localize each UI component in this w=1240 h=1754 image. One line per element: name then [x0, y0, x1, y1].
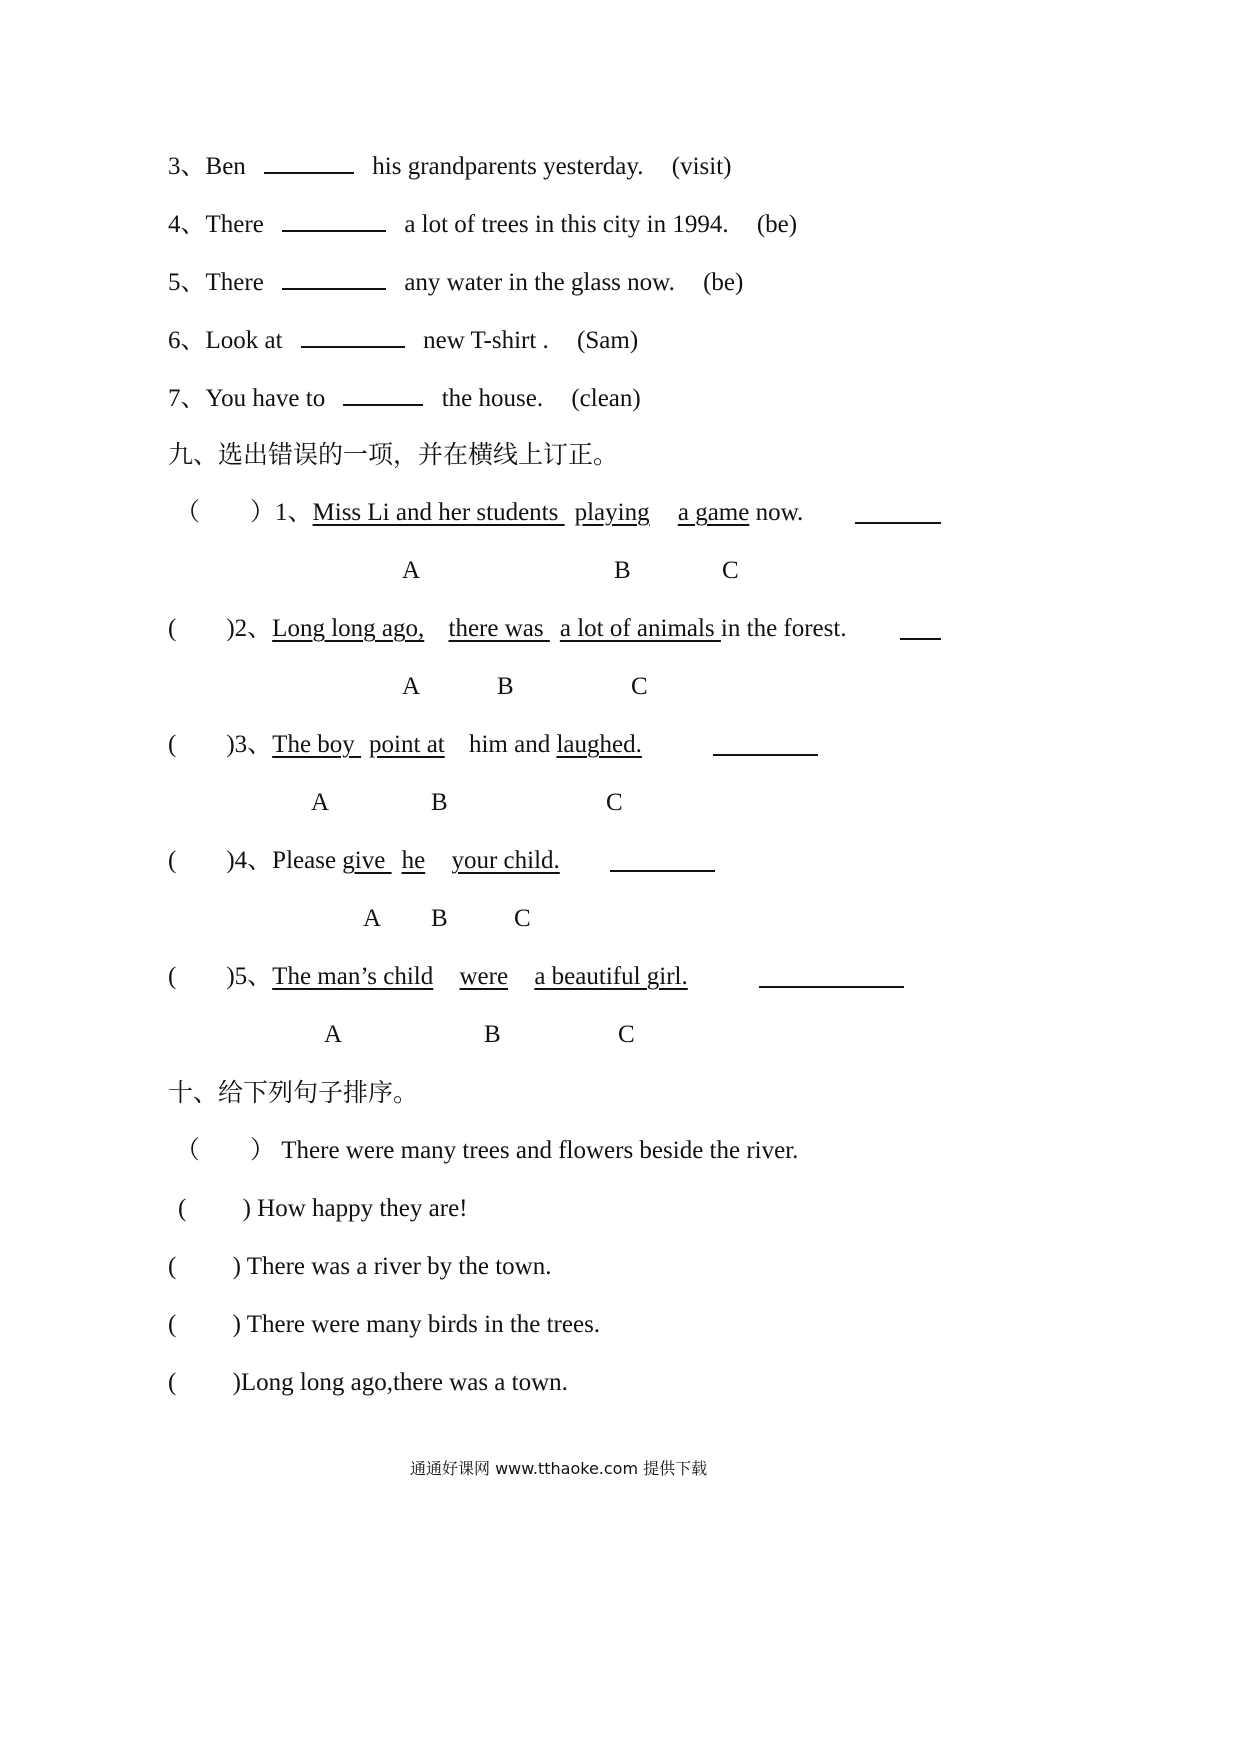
order-item: ( ) There was a river by the town. — [168, 1253, 552, 1280]
correction-blank[interactable] — [759, 964, 904, 988]
option-c: C — [514, 905, 531, 932]
error-item-5: ( )5、The man’s child were a beautiful girl. — [168, 963, 688, 990]
error-item-2: ( )2、Long long ago, there was a lot of animals in the forest. — [168, 615, 847, 642]
option-c: C — [606, 789, 623, 816]
option-c: C — [631, 673, 648, 700]
answer-blank[interactable] — [282, 266, 386, 290]
option-b: B — [431, 789, 448, 816]
fill-item-6: 6、Look at new T-shirt . (Sam) — [168, 324, 638, 356]
option-b: B — [484, 1021, 501, 1048]
correction-blank[interactable] — [900, 616, 941, 640]
answer-blank[interactable] — [343, 382, 423, 406]
option-a: A — [363, 905, 382, 932]
footer-source: 通通好课网 www.tthaoke.com 提供下载 — [410, 1459, 708, 1478]
fill-item-7: 7、You have to the house. (clean) — [168, 382, 641, 414]
order-item: ( ) How happy they are! — [178, 1195, 468, 1222]
option-a: A — [402, 673, 421, 700]
answer-blank[interactable] — [301, 324, 405, 348]
section-9-heading: 九、选出错误的一项，并在横线上订正。 — [168, 440, 619, 469]
correction-blank[interactable] — [610, 848, 715, 872]
correction-blank[interactable] — [855, 500, 941, 524]
error-item-3: ( )3、The boy point at him and laughed. — [168, 731, 642, 758]
option-a: A — [402, 557, 421, 584]
option-c: C — [618, 1021, 635, 1048]
option-a: A — [324, 1021, 343, 1048]
answer-blank[interactable] — [264, 150, 354, 174]
order-item: ( )Long long ago,there was a town. — [168, 1369, 568, 1396]
correction-blank[interactable] — [713, 732, 818, 756]
option-c: C — [722, 557, 739, 584]
fill-item-4: 4、There a lot of trees in this city in 1994. (be) — [168, 208, 797, 240]
option-b: B — [614, 557, 631, 584]
order-item: ( ) There were many birds in the trees. — [168, 1311, 601, 1338]
option-a: A — [311, 789, 330, 816]
fill-item-3: 3、Ben his grandparents yesterday. (visit) — [168, 150, 731, 182]
section-10-heading: 十、给下列句子排序。 — [168, 1078, 419, 1107]
fill-item-5: 5、There any water in the glass now. (be) — [168, 266, 743, 298]
order-item: （ ） There were many trees and flowers beside the river. — [175, 1137, 799, 1164]
error-item-4: ( )4、Please give he your child. — [168, 847, 560, 874]
option-b: B — [431, 905, 448, 932]
answer-blank[interactable] — [282, 208, 386, 232]
error-item-1: （ ）1、Miss Li and her students playing a game now. — [175, 499, 804, 526]
option-b: B — [497, 673, 514, 700]
